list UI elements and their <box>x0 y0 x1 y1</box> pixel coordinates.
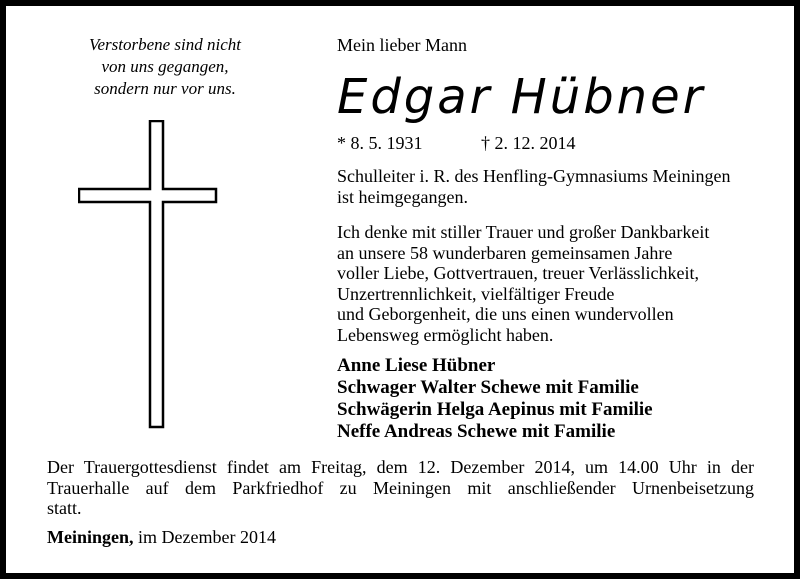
text-line: ist heimgegangen. <box>337 186 468 207</box>
text-line: und Geborgenheit, die uns einen wundervollen <box>337 304 674 324</box>
text-line: Ich denke mit stiller Trauer und großer Dankbarkeit <box>337 222 710 242</box>
text-line: Schulleiter i. R. des Henfling-Gymnasiums Meiningen <box>337 166 731 186</box>
birth-date: * 8. 5. 1931 <box>337 133 423 153</box>
mourner: Schwager Walter Schewe mit Familie <box>337 377 639 398</box>
quote-line: sondern nur vor uns. <box>94 79 236 98</box>
quote-line: von uns gegangen, <box>101 57 229 76</box>
text-line: Lebensweg ermöglicht haben. <box>337 324 554 345</box>
life-dates <box>337 132 576 154</box>
text-line: Unzertrennlichkeit, vielfältiger Freude <box>337 283 615 304</box>
cross-icon <box>78 120 218 430</box>
place: Meiningen, <box>47 527 134 547</box>
text-line: Der Trauergottesdienst findet am Freitag, dem 12. Dezember 2014, um 14.00 Uhr in der <box>47 457 754 477</box>
text-line: Trauerhalle auf dem Parkfriedhof zu Meiningen mit anschließender Urnenbeisetzung <box>47 477 754 498</box>
place-and-date <box>47 526 276 548</box>
quote-line: Verstorbene sind nicht <box>88 35 242 54</box>
intro-text: Mein lieber Mann <box>337 35 467 55</box>
memorial-quote <box>50 34 280 100</box>
mourners-list <box>337 355 653 443</box>
text-line: an unsere 58 wunderbaren gemeinsamen Jahre <box>337 242 673 263</box>
text-line: statt. <box>47 498 82 518</box>
obituary-paragraph-2 <box>337 222 757 345</box>
text-line: voller Liebe, Gottvertrauen, treuer Verlässlichkeit, <box>337 263 700 283</box>
mourner: Schwägerin Helga Aepinus mit Familie <box>337 399 653 420</box>
mourner: Neffe Andreas Schewe mit Familie <box>337 421 616 442</box>
mourner: Anne Liese Hübner <box>337 355 496 376</box>
funeral-service-info <box>47 457 754 519</box>
deceased-name: Edgar Hübner <box>337 69 706 125</box>
obituary-paragraph-1 <box>337 166 757 207</box>
date: im Dezember 2014 <box>138 527 276 547</box>
death-date: † 2. 12. 2014 <box>481 133 576 153</box>
